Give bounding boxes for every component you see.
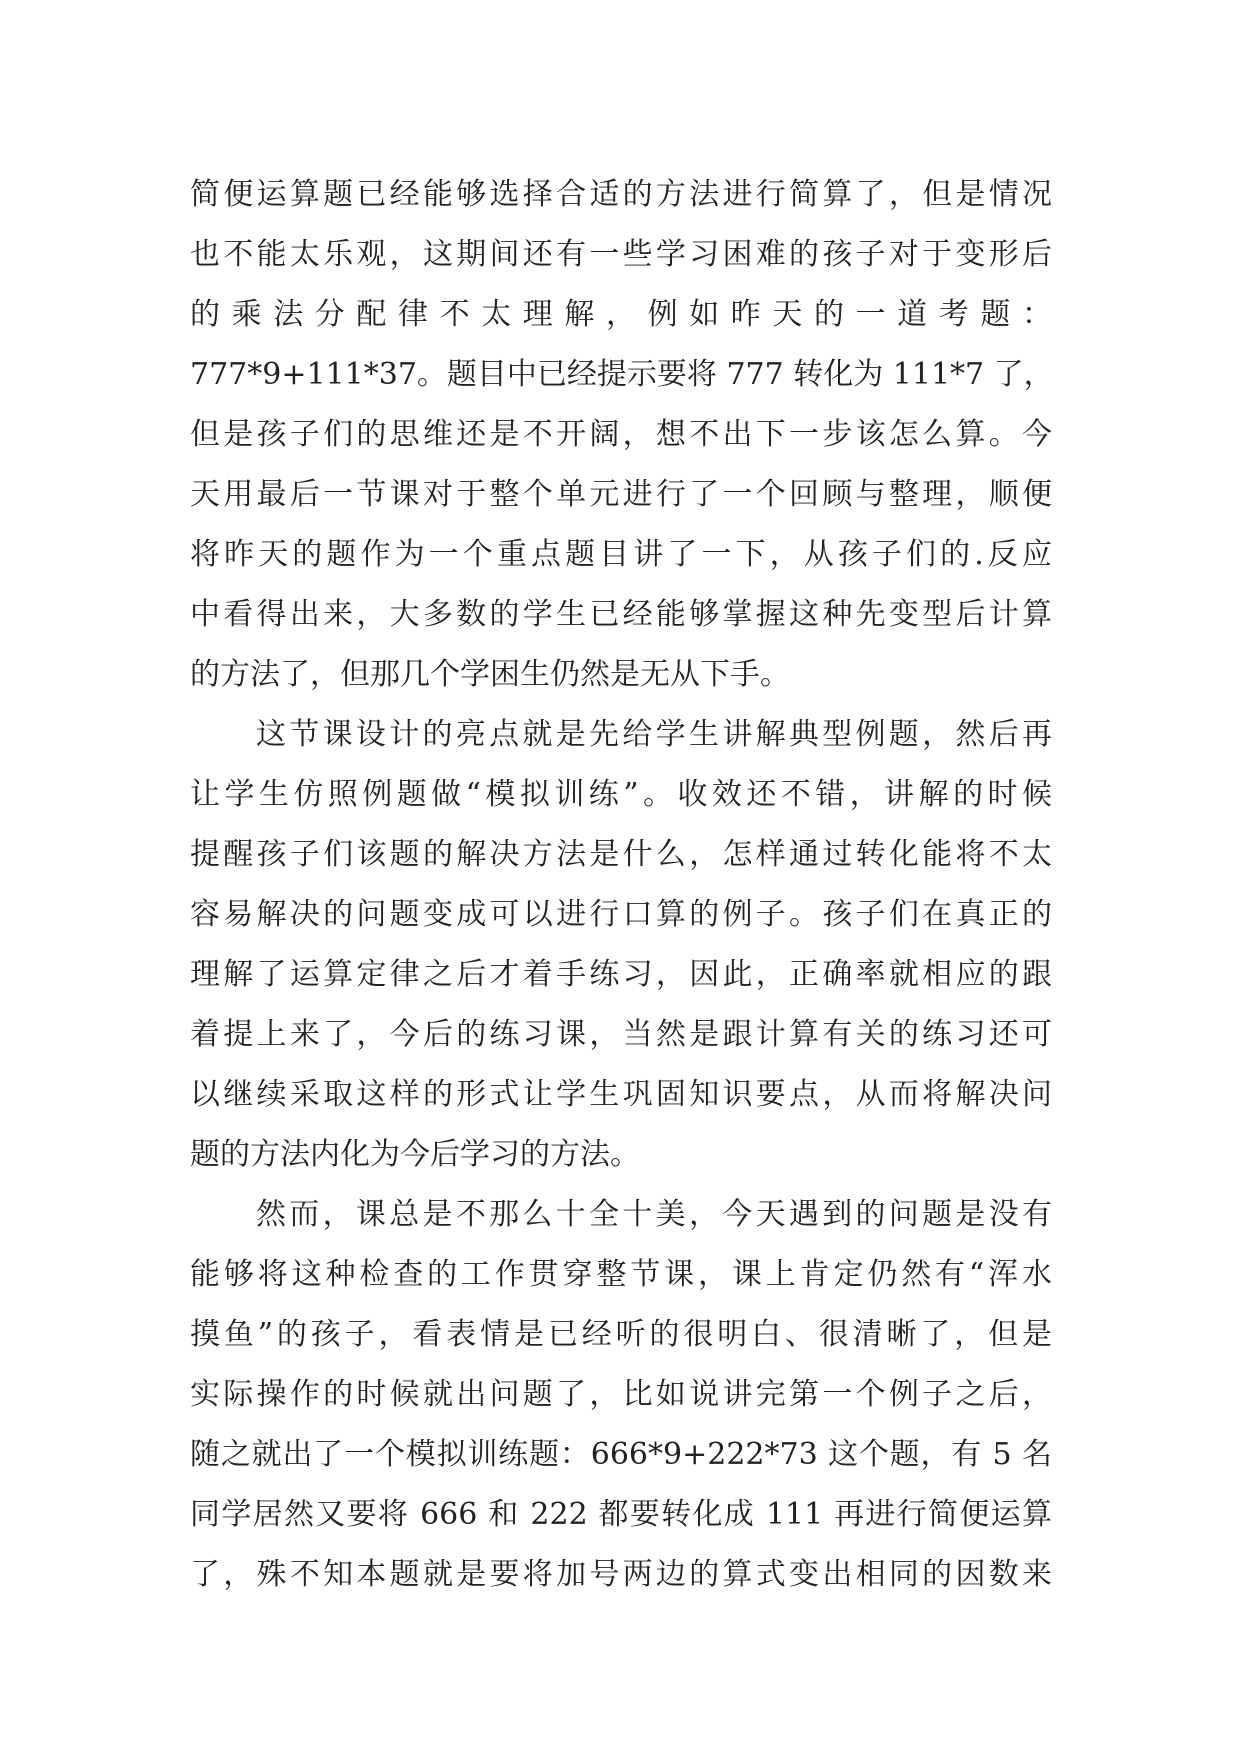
text-line: 能够将这种检查的工作贯穿整节课，课上肯定仍然有“浑水 <box>190 1257 1052 1292</box>
text-line: 天用最后一节课对于整个单元进行了一个回顾与整理，顺便 <box>190 477 1052 512</box>
text-line: 也不能太乐观，这期间还有一些学习困难的孩子对于变形后 <box>190 237 1052 272</box>
paragraph-first-line: 这节课设计的亮点就是先给学生讲解典型例题，然后再 <box>256 717 1052 752</box>
text-line: 的方法了，但那几个学困生仍然是无从下手。 <box>190 657 790 692</box>
text-line: 着提上来了，今后的练习课，当然是跟计算有关的练习还可 <box>190 1017 1052 1052</box>
text-line: 将昨天的题作为一个重点题目讲了一下，从孩子们的.反应 <box>190 537 1052 572</box>
text-line: 的乘法分配律不太理解，例如昨天的一道考题： <box>190 297 1052 332</box>
text-line: 同学居然又要将 666 和 222 都要转化成 111 再进行简便运算 <box>190 1497 1052 1532</box>
text-line: 摸鱼”的孩子，看表情是已经听的很明白、很清晰了，但是 <box>190 1317 1052 1352</box>
text-line: 让学生仿照例题做“模拟训练”。收效还不错，讲解的时候 <box>190 777 1052 812</box>
text-line: 了，殊不知本题就是要将加号两边的算式变出相同的因数来 <box>190 1557 1052 1592</box>
paragraph-first-line: 然而，课总是不那么十全十美，今天遇到的问题是没有 <box>256 1197 1052 1232</box>
text-line: 题的方法内化为今后学习的方法。 <box>190 1137 640 1172</box>
text-line: 777*9+111*37。题目中已经提示要将 777 转化为 111*7 了， <box>190 357 1054 392</box>
text-line: 实际操作的时候就出问题了，比如说讲完第一个例子之后， <box>190 1377 1052 1412</box>
text-line: 中看得出来，大多数的学生已经能够掌握这种先变型后计算 <box>190 597 1052 632</box>
text-line: 简便运算题已经能够选择合适的方法进行简算了，但是情况 <box>190 177 1052 212</box>
text-line: 随之就出了一个模拟训练题：666*9+222*73 这个题，有 5 名 <box>190 1437 1052 1472</box>
text-line: 提醒孩子们该题的解决方法是什么，怎样通过转化能将不太 <box>190 837 1052 872</box>
text-line: 但是孩子们的思维还是不开阔，想不出下一步该怎么算。今 <box>190 417 1052 452</box>
text-line: 容易解决的问题变成可以进行口算的例子。孩子们在真正的 <box>190 897 1052 932</box>
text-line: 理解了运算定律之后才着手练习，因此，正确率就相应的跟 <box>190 957 1052 992</box>
body-text <box>190 165 1052 1605</box>
text-line: 以继续采取这样的形式让学生巩固知识要点，从而将解决问 <box>190 1077 1052 1112</box>
